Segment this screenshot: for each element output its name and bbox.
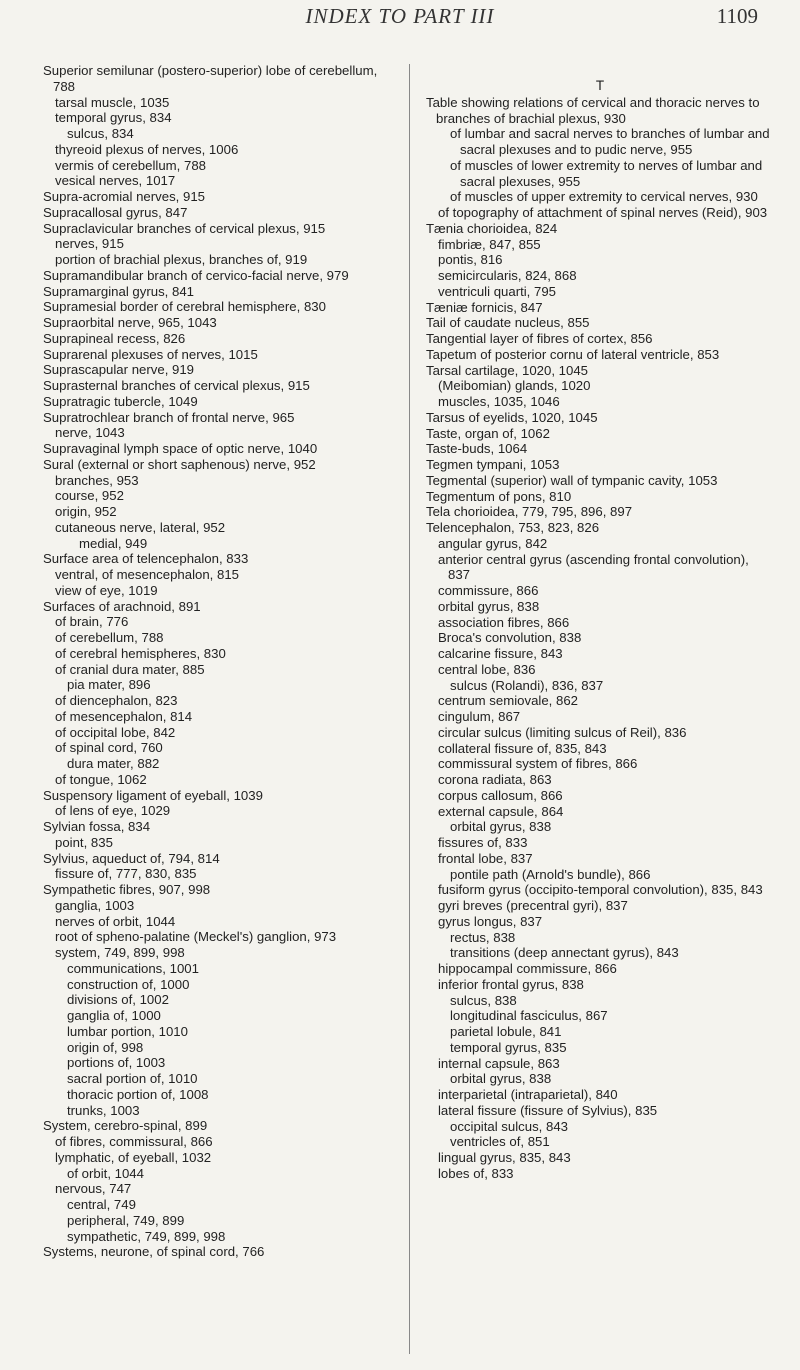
index-entry: Tapetum of posterior cornu of lateral ventricle, 853 — [426, 346, 720, 362]
index-entry: Sylvius, aqueduct of, 794, 814 — [43, 850, 220, 866]
index-entry: circular sulcus (limiting sulcus of Reil), 836 — [438, 724, 687, 740]
index-entry: parietal lobule, 841 — [450, 1024, 562, 1039]
index-entry: Tela chorioidea, 779, 795, 896, 897 — [426, 504, 633, 520]
index-entry: portion of brachial plexus, branches of, 919 — [55, 252, 308, 267]
index-entry: Surfaces of arachnoid, 891 — [43, 598, 201, 614]
running-title: INDEX TO PART III — [305, 4, 495, 28]
index-entry: Taste, organ of, 1062 — [426, 425, 550, 441]
index-entry: Tegmentum of pons, 810 — [426, 488, 572, 504]
index-entry: medial, 949 — [79, 535, 148, 551]
index-entry: nerves of orbit, 1044 — [55, 913, 176, 929]
index-entry: of topography of attachment of spinal nerves (Reid), 903 — [438, 205, 768, 220]
index-entry: thyreoid plexus of nerves, 1006 — [55, 141, 239, 157]
index-entry: Tail of caudate nucleus, 855 — [426, 315, 590, 331]
index-entry: view of eye, 1019 — [55, 582, 158, 598]
index-entry: sacral portion of, 1010 — [67, 1071, 198, 1086]
index-entry: nerves, 915 — [55, 236, 124, 252]
index-entry: cingulum, 867 — [438, 709, 521, 724]
index-entry: Tæniæ fornicis, 847 — [426, 299, 543, 315]
index-entry: Suprapineal recess, 826 — [43, 330, 186, 346]
index-entry: Supramarginal gyrus, 841 — [43, 283, 195, 299]
index-entry: Supravaginal lymph space of optic nerve, 1040 — [43, 441, 318, 456]
index-entry: origin, 952 — [55, 504, 117, 519]
index-entry: ventral, of mesencephalon, 815 — [55, 567, 240, 582]
index-entry: of cranial dura mater, 885 — [55, 661, 205, 677]
index-entry: lobes of, 833 — [438, 1165, 514, 1181]
index-entry: occipital sulcus, 843 — [450, 1118, 569, 1134]
index-entry: origin of, 998 — [67, 1039, 144, 1055]
index-entry: communications, 1001 — [67, 960, 199, 976]
index-entry: sulcus, 834 — [67, 126, 134, 141]
index-entry: fusiform gyrus (occipito-temporal convolution), 835, 843 — [438, 882, 763, 898]
index-entry: thoracic portion of, 1008 — [67, 1086, 209, 1102]
index-entry: of spinal cord, 760 — [55, 740, 163, 756]
index-entry: cutaneous nerve, lateral, 952 — [55, 519, 226, 535]
index-entry: lateral fissure (fissure of Sylvius), 835 — [438, 1102, 658, 1118]
column-divider — [409, 64, 410, 1354]
index-entry: ganglia, 1003 — [55, 897, 135, 913]
index-entry: Sylvian fossa, 834 — [43, 819, 151, 834]
index-entry: Tarsal cartilage, 1020, 1045 — [426, 362, 589, 378]
index-entry: corpus callosum, 866 — [438, 787, 563, 803]
index-entry: rectus, 838 — [450, 929, 516, 945]
index-entry: course, 952 — [55, 488, 124, 504]
index-entry: longitudinal fasciculus, 867 — [450, 1008, 608, 1024]
index-entry: system, 749, 899, 998 — [55, 945, 185, 960]
index-entry: nerve, 1043 — [55, 425, 125, 441]
index-entry: pia mater, 896 — [67, 677, 151, 693]
index-entry: commissural system of fibres, 866 — [438, 756, 638, 772]
index-entry: pontis, 816 — [438, 252, 503, 268]
index-entry: Supratrochlear branch of frontal nerve, 965 — [43, 409, 295, 425]
index-column-left — [43, 63, 395, 1260]
index-entry: vermis of cerebellum, 788 — [55, 157, 206, 173]
index-entry: hippocampal commissure, 866 — [438, 961, 617, 976]
index-entry: Tegmental (superior) wall of tympanic cavity, 1053 — [426, 472, 718, 488]
index-entry: orbital gyrus, 838 — [438, 598, 540, 614]
index-entry: of mesencephalon, 814 — [55, 708, 193, 724]
index-entry: divisions of, 1002 — [67, 992, 169, 1008]
index-entry: Taste-buds, 1064 — [426, 441, 528, 457]
index-entry: trunks, 1003 — [67, 1102, 140, 1118]
index-entry: semicircularis, 824, 868 — [438, 268, 577, 283]
index-entry: Table showing relations of cervical and thoracic nerves to branches of brachial plexus, 930 — [426, 94, 760, 126]
index-entry: construction of, 1000 — [67, 976, 190, 992]
index-entry: Supratragic tubercle, 1049 — [43, 393, 198, 409]
index-entry: fissures of, 833 — [438, 835, 528, 850]
index-entry: interparietal (intraparietal), 840 — [438, 1087, 618, 1102]
index-entry: lumbar portion, 1010 — [67, 1023, 188, 1039]
index-entry: internal capsule, 863 — [438, 1055, 560, 1071]
index-entry: (Meibomian) glands, 1020 — [438, 378, 591, 394]
index-entry: corona radiata, 863 — [438, 772, 552, 787]
index-entry: Supraorbital nerve, 965, 1043 — [43, 315, 217, 330]
index-entry: gyrus longus, 837 — [438, 913, 543, 929]
index-entry: Tegmen tympani, 1053 — [426, 457, 560, 472]
index-entry: Sympathetic fibres, 907, 998 — [43, 882, 211, 897]
index-entry: orbital gyrus, 838 — [450, 1071, 552, 1087]
index-entry: external capsule, 864 — [438, 803, 564, 819]
index-entry: central lobe, 836 — [438, 661, 536, 677]
index-entry: Supracallosal gyrus, 847 — [43, 204, 188, 220]
index-entry: Tænia chorioidea, 824 — [426, 220, 558, 236]
index-entry: Supramandibular branch of cervico-facial nerve, 979 — [43, 267, 349, 283]
index-entry: fimbriæ, 847, 855 — [438, 236, 541, 252]
index-entry: muscles, 1035, 1046 — [438, 394, 560, 409]
index-entry: central, 749 — [67, 1197, 136, 1212]
index-entry: Broca's convolution, 838 — [438, 630, 582, 646]
index-entry: tarsal muscle, 1035 — [55, 94, 170, 110]
index-entry: inferior frontal gyrus, 838 — [438, 976, 584, 992]
index-entry: fissure of, 777, 830, 835 — [55, 866, 197, 882]
index-entry: of muscles of upper extremity to cervical nerves, 930 — [450, 189, 758, 205]
index-entry: angular gyrus, 842 — [438, 535, 548, 551]
index-entry: ventricles of, 851 — [450, 1134, 550, 1150]
index-entry: temporal gyrus, 834 — [55, 110, 172, 126]
index-entry: lingual gyrus, 835, 843 — [438, 1150, 571, 1165]
index-entry: of cerebral hemispheres, 830 — [55, 645, 226, 661]
index-entry: Suprasternal branches of cervical plexus, 915 — [43, 378, 310, 393]
section-letter-heading: T — [595, 78, 605, 93]
index-entry: point, 835 — [55, 834, 113, 850]
index-entry: Suspensory ligament of eyeball, 1039 — [43, 787, 263, 803]
index-entry: Systems, neurone, of spinal cord, 766 — [43, 1244, 265, 1260]
index-entry: anterior central gyrus (ascending frontal convolution), 837 — [438, 551, 749, 583]
index-entry: portions of, 1003 — [67, 1055, 166, 1071]
index-entry: of diencephalon, 823 — [55, 693, 178, 708]
index-entry: of lens of eye, 1029 — [55, 803, 171, 819]
index-entry: dura mater, 882 — [67, 756, 160, 771]
index-entry: of occipital lobe, 842 — [55, 724, 176, 740]
index-entry: transitions (deep annectant gyrus), 843 — [450, 945, 679, 961]
index-entry: sulcus (Rolandi), 836, 837 — [450, 677, 604, 693]
index-entry: branches, 953 — [55, 472, 139, 488]
index-entry: of tongue, 1062 — [55, 771, 147, 787]
index-entry: Superior semilunar (postero-superior) lobe of cerebellum, 788 — [43, 63, 378, 94]
index-entry: Supramesial border of cerebral hemisphere, 830 — [43, 299, 326, 315]
index-entry: ventriculi quarti, 795 — [438, 283, 557, 299]
page-number: 1109 — [716, 4, 758, 28]
index-entry: vesical nerves, 1017 — [55, 173, 176, 189]
index-entry: Telencephalon, 753, 823, 826 — [426, 520, 600, 535]
index-entry: of orbit, 1044 — [67, 1165, 144, 1181]
index-column-right — [426, 78, 774, 1182]
index-entry: sulcus, 838 — [450, 992, 517, 1008]
index-entry: lymphatic, of eyeball, 1032 — [55, 1149, 212, 1165]
index-entry: calcarine fissure, 843 — [438, 646, 563, 661]
index-entry: centrum semiovale, 862 — [438, 693, 579, 709]
index-entry: temporal gyrus, 835 — [450, 1039, 567, 1055]
index-entry: pontile path (Arnold's bundle), 866 — [450, 866, 651, 882]
index-entry: of muscles of lower extremity to nerves of lumbar and sacral plexuses, 955 — [450, 157, 763, 189]
index-entry: frontal lobe, 837 — [438, 850, 533, 866]
index-entry: commissure, 866 — [438, 583, 539, 598]
index-entry: of brain, 776 — [55, 614, 129, 630]
index-entry: nervous, 747 — [55, 1181, 132, 1197]
index-entry: root of spheno-palatine (Meckel's) ganglion, 973 — [55, 929, 337, 945]
index-entry: of cerebellum, 788 — [55, 630, 164, 645]
index-entry: Tarsus of eyelids, 1020, 1045 — [426, 409, 598, 425]
index-entry: orbital gyrus, 838 — [450, 819, 552, 835]
index-entry: Tangential layer of fibres of cortex, 856 — [426, 331, 653, 346]
index-entry: of lumbar and sacral nerves to branches of lumbar and sacral plexuses and to pudic nerve, 955 — [450, 126, 770, 157]
index-entry: association fibres, 866 — [438, 614, 570, 630]
index-entry: Suprascapular nerve, 919 — [43, 362, 195, 378]
index-entry: sympathetic, 749, 899, 998 — [67, 1228, 226, 1244]
index-entry: peripheral, 749, 899 — [67, 1212, 185, 1228]
index-entry: System, cerebro-spinal, 899 — [43, 1118, 208, 1134]
index-entry: Sural (external or short saphenous) nerve, 952 — [43, 456, 316, 472]
index-entry: Supraclavicular branches of cervical plexus, 915 — [43, 220, 326, 236]
index-entry: Surface area of telencephalon, 833 — [43, 551, 249, 567]
index-entry: collateral fissure of, 835, 843 — [438, 740, 607, 756]
index-entry: ganglia of, 1000 — [67, 1008, 161, 1023]
index-entry: of fibres, commissural, 866 — [55, 1134, 213, 1149]
index-entry: Supra-acromial nerves, 915 — [43, 189, 205, 204]
index-entry: gyri breves (precentral gyri), 837 — [438, 898, 628, 913]
page-header — [0, 0, 800, 40]
index-entry: Suprarenal plexuses of nerves, 1015 — [43, 346, 258, 362]
